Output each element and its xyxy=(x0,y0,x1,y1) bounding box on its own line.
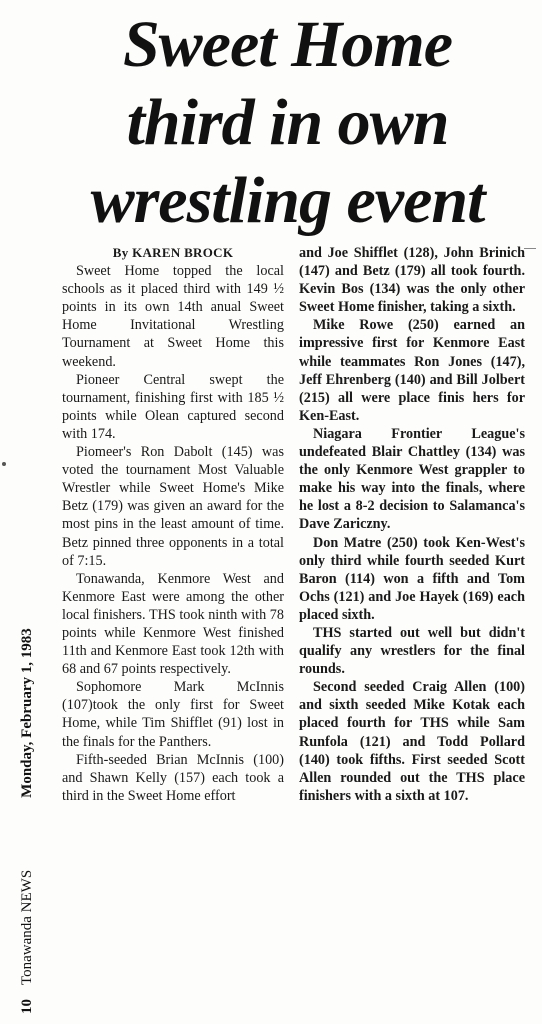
paragraph: THS started out well but didn't qualify any wrestlers for the final rounds. xyxy=(299,624,525,678)
paragraph: and Joe Shifflet (128), John Brinich (147) and Betz (179) all took fourth. Kevin Bos (134) was the only other Sweet Home finisher, taking a sixth. xyxy=(299,245,525,316)
paragraph: Mike Rowe (250) earned an impressive first for Kenmore East while teammates Ron Jones (147), Jeff Ehrenberg (140) and Bill Jolbert (215) all were place finis hers for Ken-East. xyxy=(299,317,525,424)
page-folio xyxy=(12,578,42,1018)
paragraph: Tonawanda, Kenmore West and Kenmore East were among the other local finishers. THS took ninth with 78 points while Kenmore West finished 11th and Kenmore East took 12th with 68 and 67 points respectively. xyxy=(62,570,284,678)
page-number: 10 xyxy=(19,999,35,1014)
headline-line-2: third in own xyxy=(126,86,449,159)
paragraph: Sweet Home topped the local schools as it placed third with 149 ½ points in its own 14th anual Sweet Home Invitational Wrestling Tournament at Sweet Home this weekend. xyxy=(62,263,284,370)
headline-line-1: Sweet Home xyxy=(122,8,453,81)
paragraph: Fifth-seeded Brian McInnis (100) and Shawn Kelly (157) each took a third in the Sweet Home effort xyxy=(62,751,284,804)
byline: By KAREN BROCK xyxy=(112,245,234,260)
print-speck xyxy=(2,462,6,466)
paragraph: Don Matre (250) took Ken-West's only third while fourth seeded Kurt Baron (114) won a fifth and Tom Ochs (121) and Joe Hayek (169) each placed sixth. xyxy=(299,534,525,623)
paragraph: Piomeer's Ron Dabolt (145) was voted the tournament Most Valuable Wrestler while Sweet Home's Mike Betz (179) was given an award for the most pins in the least amount of time. Betz pinned three opponents in a total of 7:15. xyxy=(62,444,284,569)
paragraph: Second seeded Craig Allen (100) and sixth seeded Mike Kotak each placed fourth for THS while Sam Runfola (121) and Todd Pollard (140) took fifths. First seeded Scott Allen rounded out the THS place finishers with a sixth at 107. xyxy=(299,679,525,804)
article-column-left xyxy=(62,244,284,805)
paragraph: Niagara Frontier League's undefeated Blair Chattley (134) was the only Kenmore West grappler to make his way into the finals, where he lost a 8-2 decision to Salamanca's Dave Zariczny. xyxy=(299,425,525,533)
article-column-right xyxy=(299,244,525,805)
headline-line-3: wrestling event xyxy=(90,164,485,237)
paragraph: Sophomore Mark McInnis (107)took the only first for Sweet Home, while Tim Shifflet (91) lost in the finals for the Panthers. xyxy=(62,679,284,750)
publication-date: Monday, February 1, 1983 xyxy=(19,628,35,798)
headline xyxy=(40,6,535,240)
column-rule-mark xyxy=(524,248,536,249)
paragraph: Pioneer Central swept the tournament, finishing first with 185 ½ points while Olean captured second with 174. xyxy=(62,371,284,442)
newspaper-name: Tonawanda NEWS xyxy=(19,869,35,985)
